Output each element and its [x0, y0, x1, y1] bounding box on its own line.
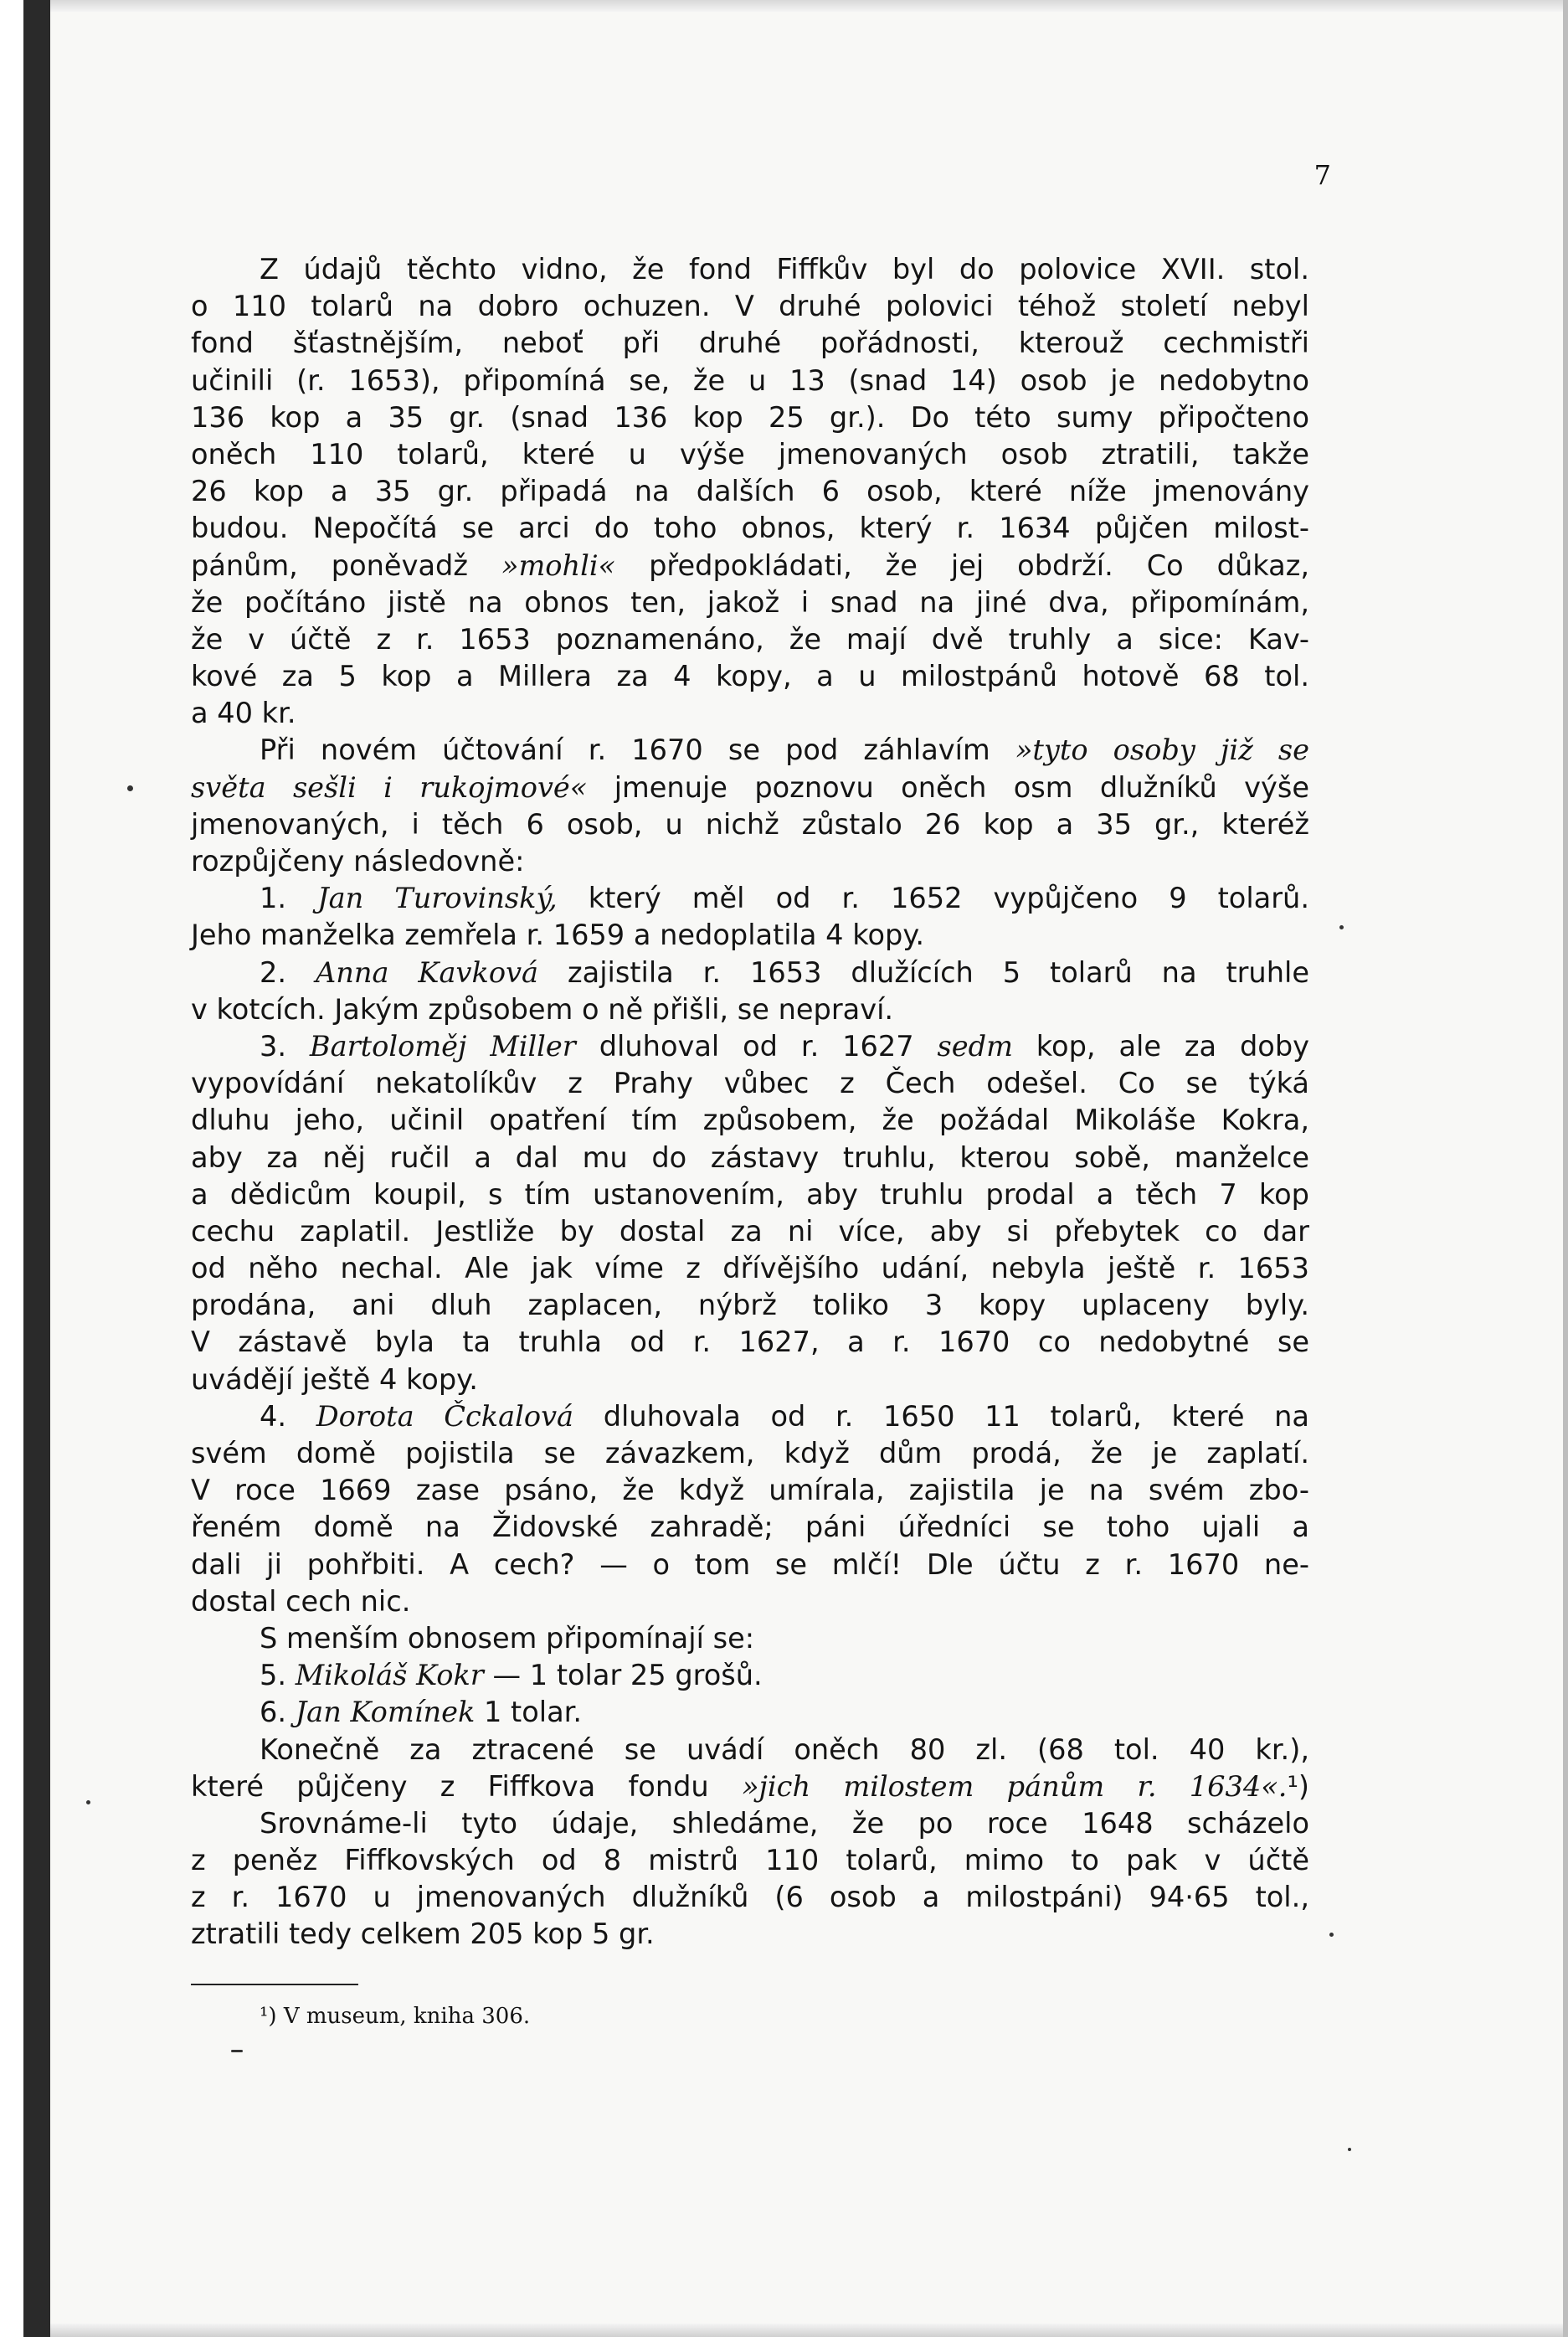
scan-speck — [231, 2050, 243, 2052]
list-number: 1. — [260, 882, 318, 915]
text-line: dali ji pohřbiti. A cech? — o tom se mlčí! Dle účtu z r. 1670 ne- — [191, 1547, 1309, 1581]
text-line: vypovídání nekatolíkův z Prahy vůbec z Čech odešel. Co se týká — [191, 1067, 1309, 1100]
text-line: S menším obnosem připomínají se: — [260, 1621, 755, 1655]
emphasis-word: sedm — [937, 1029, 1013, 1063]
text-line: dostal cech nic. — [191, 1584, 411, 1618]
line-part: Při novém účtování r. 1670 se pod záhlavím — [260, 734, 1015, 767]
text-line: z peněz Fiffkovských od 8 mistrů 110 tolarů, mimo to pak v účtě — [191, 1844, 1309, 1877]
line-part: kop, ale za doby — [1012, 1029, 1309, 1063]
text-line: 136 kop a 35 gr. (snad 136 kop 25 gr.). Do této sumy připočteno — [191, 400, 1309, 434]
line-part: předpokládati, že jej obdrží. Co důkaz, — [615, 548, 1309, 582]
footnote: ¹) V museum, kniha 306. — [260, 2004, 531, 2029]
text-line: uvádějí ještě 4 kopy. — [191, 1362, 478, 1396]
footnote-ref: ¹) — [1287, 1769, 1310, 1803]
list-number: 4. — [260, 1399, 316, 1433]
text-line: oněch 110 tolarů, které u výše jmenovaných osob ztratili, takže — [191, 437, 1309, 471]
text-line: aby za něj ručil a dal mu do zástavy truhlu, kterou sobě, manželce — [191, 1140, 1309, 1174]
scan-speck — [1329, 1933, 1334, 1937]
quoted-heading: světa sešli i rukojmové« — [191, 770, 588, 804]
line-part: dluhovala od r. 1650 11 tolarů, které na — [573, 1399, 1309, 1433]
text-line: budou. Nepočítá se arci do toho obnos, který r. 1634 půjčen milost- — [191, 512, 1309, 545]
person-name: Jan Komínek — [295, 1696, 476, 1729]
text-line: jmenovaných, i těch 6 osob, u nichž zůstalo 26 kop a 35 gr., kteréž — [191, 807, 1309, 841]
text-line — [191, 1768, 1309, 1805]
text-line: fond šťastnějším, neboť při druhé pořádnosti, kterouž cechmistři — [191, 327, 1309, 360]
text-line: V roce 1669 zase psáno, že když umírala, zajistila je na svém zbo- — [191, 1474, 1309, 1507]
text-line — [191, 548, 1309, 584]
line-part: zajistila r. 1653 dlužících 5 tolarů na truhle — [538, 955, 1309, 989]
person-name: Bartoloměj Miller — [309, 1029, 576, 1063]
scan-speck — [127, 785, 133, 791]
list-number: 5. — [260, 1659, 296, 1692]
text-line: že v účtě z r. 1653 poznamenáno, že mají dvě truhly a sice: Kav- — [191, 622, 1309, 656]
text-line: 26 kop a 35 gr. připadá na dalších 6 osob, které níže jmenovány — [191, 475, 1309, 508]
line-part: pánům, poněvadž — [191, 548, 501, 582]
text-line: že počítáno jistě na obnos ten, jakož i snad na jiné dva, připomínám, — [191, 585, 1309, 619]
line-part: které půjčeny z Fiffkova fondu — [191, 1769, 742, 1803]
text-line — [191, 1028, 1309, 1065]
text-line: Jeho manželka zemřela r. 1659 a nedoplatila 4 kopy. — [191, 919, 925, 952]
text-line — [191, 1398, 1309, 1435]
binding-edge — [23, 0, 50, 2337]
quoted-word: »mohli« — [501, 548, 616, 582]
text-line — [191, 1657, 1309, 1694]
line-part: dluhoval od r. 1627 — [575, 1029, 938, 1063]
text-line: Srovnáme-li tyto údaje, shledáme, že po roce 1648 scházelo — [260, 1806, 1309, 1840]
scan-speck — [1339, 925, 1344, 929]
body-text — [191, 251, 1309, 1954]
line-part: 1 tolar. — [475, 1696, 583, 1729]
person-name: Anna Kavková — [315, 955, 539, 989]
text-line: ztratili tedy celkem 205 kop 5 gr. — [191, 1917, 655, 1951]
text-line — [191, 1694, 1309, 1731]
scan-bottom-shadow — [50, 2324, 1568, 2337]
line-part: — 1 tolar 25 grošů. — [483, 1659, 763, 1692]
text-line: z r. 1670 u jmenovaných dlužníků (6 osob a milostpáni) 94·65 tol., — [191, 1881, 1309, 1914]
person-name: Jan Turovinský, — [317, 882, 558, 915]
text-line: od něho nechal. Ale jak víme z dřívějšího udání, nebyla ještě r. 1653 — [191, 1252, 1309, 1285]
text-line — [191, 955, 1309, 991]
text-line: a 40 kr. — [191, 697, 296, 730]
list-number: 6. — [260, 1696, 296, 1729]
line-part: jmenuje poznovu oněch osm dlužníků výše — [587, 770, 1309, 804]
person-name: Mikoláš Kokr — [295, 1659, 484, 1692]
text-line — [191, 770, 1309, 806]
text-line: rozpůjčeny následovně: — [191, 845, 525, 878]
text-line: cechu zaplatil. Jestliže by dostal za ni více, aby si přebytek co dar — [191, 1214, 1309, 1248]
list-number: 2. — [260, 955, 316, 989]
text-line: Z údajů těchto vidno, že fond Fiffkův byl do polovice XVII. stol. — [260, 253, 1309, 286]
text-line: řeném domě na Židovské zahradě; páni úředníci se toho ujali a — [191, 1511, 1309, 1544]
scan-speck — [1348, 2148, 1351, 2151]
text-line: v kotcích. Jakým způsobem o ně přišli, se nepraví. — [191, 992, 894, 1026]
text-line — [191, 732, 1309, 769]
text-line: Konečně za ztracené se uvádí oněch 80 zl. (68 tol. 40 kr.), — [260, 1732, 1309, 1766]
line-part: který měl od r. 1652 vypůjčeno 9 tolarů. — [557, 882, 1310, 915]
text-line: kové za 5 kop a Millera za 4 kopy, a u milostpánů hotově 68 tol. — [191, 660, 1309, 693]
text-line: učinili (r. 1653), připomíná se, že u 13 (snad 14) osob je nedobytno — [191, 363, 1309, 397]
quoted-heading: »tyto osoby již se — [1015, 734, 1310, 767]
text-line: a dědicům koupil, s tím ustanovením, aby truhlu prodal a těch 7 kop — [191, 1177, 1309, 1211]
text-line: prodána, ani dluh zaplacen, nýbrž toliko 3 kopy uplaceny byly. — [191, 1289, 1309, 1322]
text-line — [191, 880, 1309, 917]
person-name: Dorota Čckalová — [316, 1399, 574, 1433]
scan-right-edge — [1563, 0, 1568, 2337]
text-line: svém domě pojistila se závazkem, když dům prodá, že je zaplatí. — [191, 1437, 1309, 1470]
footnote-rule — [191, 1984, 358, 1985]
page-number: 7 — [1314, 159, 1331, 191]
text-line: o 110 tolarů na dobro ochuzen. V druhé polovici téhož století nebyl — [191, 290, 1309, 323]
text-line: V zástavě byla ta truhla od r. 1627, a r. 1670 co nedobytné se — [191, 1326, 1309, 1359]
list-number: 3. — [260, 1029, 310, 1063]
scan-speck — [86, 1800, 90, 1804]
quoted-phrase: »jich milostem pánům r. 1634«. — [741, 1769, 1288, 1803]
text-line: dluhu jeho, učinil opatření tím způsobem, že požádal Mikoláše Kokra, — [191, 1104, 1309, 1137]
scan-top-shadow — [50, 0, 1568, 12]
